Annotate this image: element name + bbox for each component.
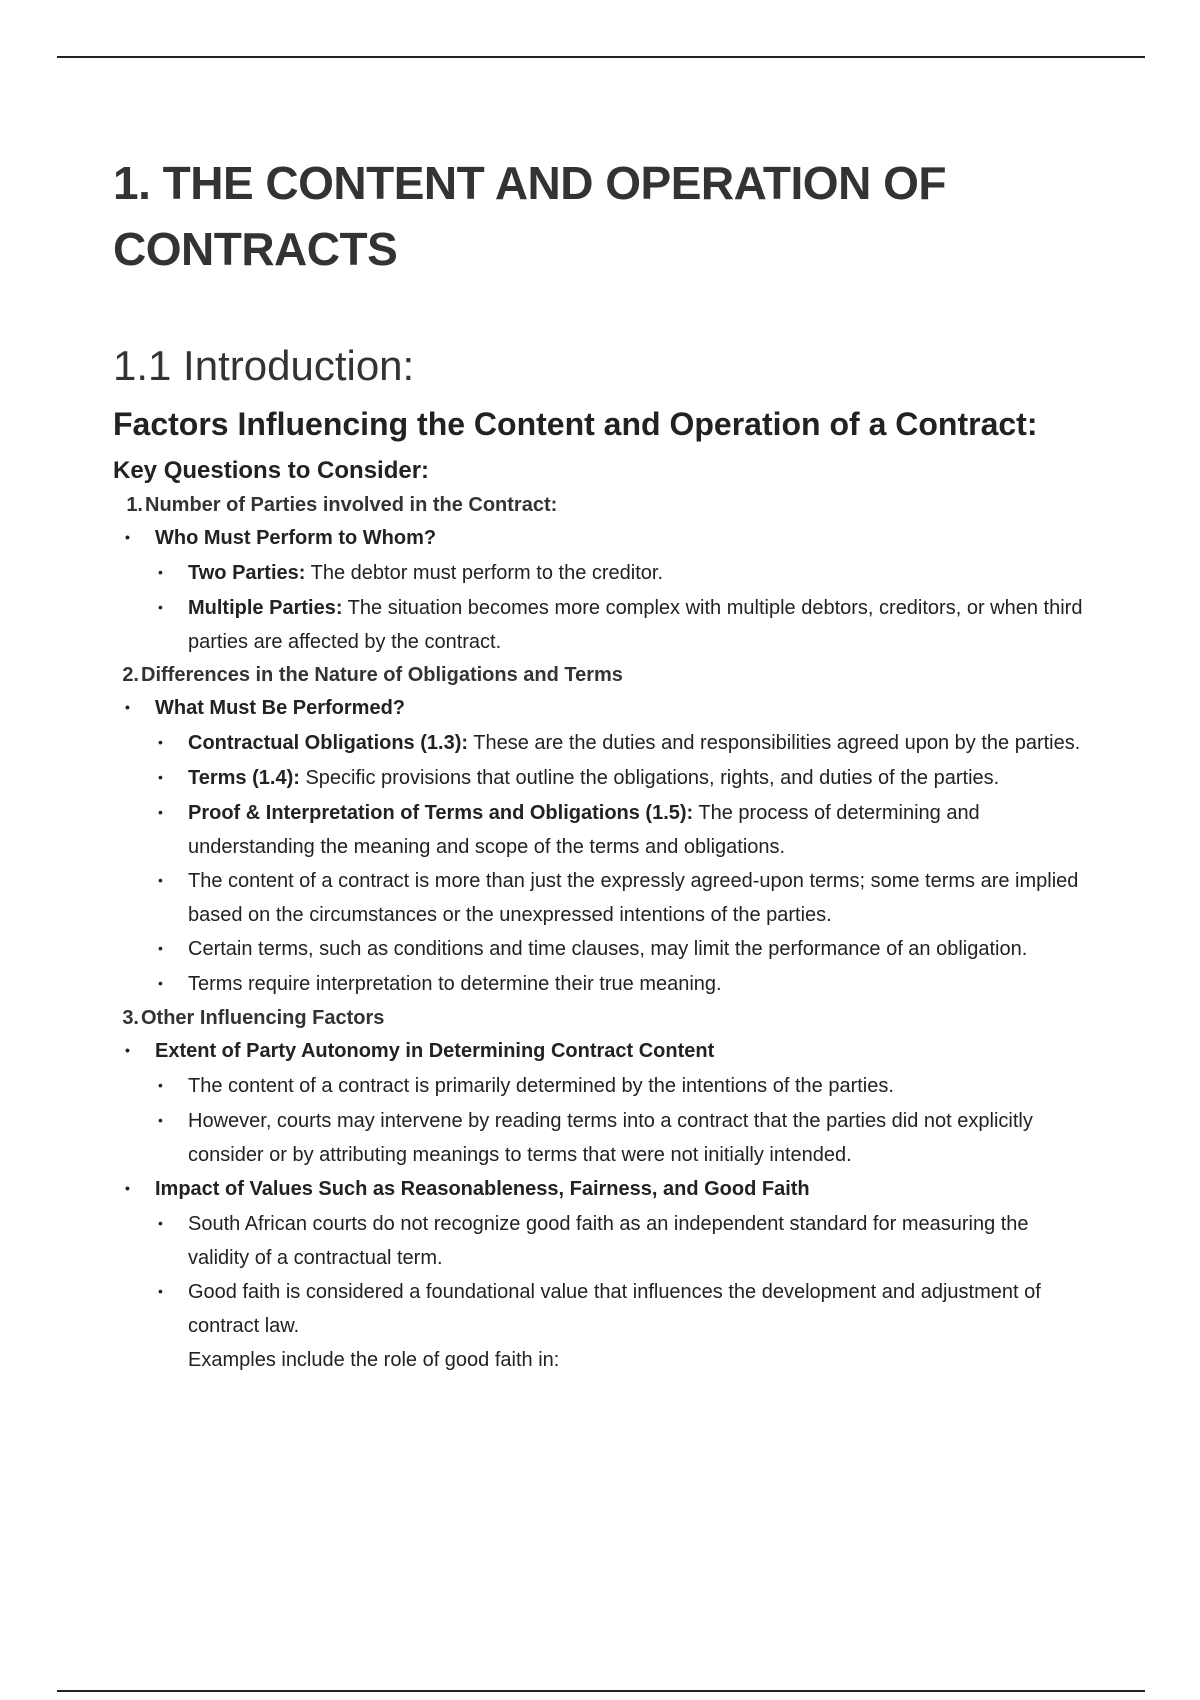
list-item: • Contractual Obligations (1.3): These are the duties and responsibilities agreed upon by the parties.	[113, 726, 1093, 761]
bullet-icon	[123, 1172, 155, 1207]
list-item: • Two Parties: The debtor must perform to the creditor.	[113, 556, 1093, 591]
numbered-item: 3. Other Influencing Factors	[113, 1002, 1093, 1034]
list-item: • The content of a contract is more than just the expressly agreed-upon terms; some terms are implied based on the circumstances or the unexpressed intentions of the parties.	[113, 864, 1093, 932]
bullet-icon	[156, 1104, 188, 1172]
bullet-icon	[156, 591, 188, 659]
bullet-icon	[156, 1207, 188, 1275]
numbered-item-label: Other Influencing Factors	[141, 1007, 385, 1029]
list-item: • Certain terms, such as conditions and time clauses, may limit the performance of an obligation.	[113, 932, 1093, 967]
sub-item: • Impact of Values Such as Reasonableness, Fairness, and Good Faith	[113, 1172, 1093, 1207]
section-heading: 1.1 Introduction:	[113, 342, 415, 389]
subheading: Factors Influencing the Content and Operation of a Contract:	[113, 406, 1038, 442]
bullet-icon	[156, 726, 188, 761]
list-item: • South African courts do not recognize good faith as an independent standard for measuring the validity of a contractual term.	[113, 1207, 1093, 1275]
list-item: • Terms require interpretation to determine their true meaning.	[113, 967, 1093, 1002]
list-item: • Multiple Parties: The situation becomes more complex with multiple debtors, creditors, or when third parties are affected by the contract.	[113, 591, 1093, 659]
list-item: • The content of a contract is primarily determined by the intentions of the parties.	[113, 1069, 1093, 1104]
list-item: • Terms (1.4): Specific provisions that outline the obligations, rights, and duties of the parties.	[113, 761, 1093, 796]
numbered-item-label: Differences in the Nature of Obligations and Terms	[141, 664, 623, 686]
list-item: • Proof & Interpretation of Terms and Obligations (1.5): The process of determining and understanding the meaning and scope of the terms and obligations.	[113, 796, 1093, 864]
trailing-text: Examples include the role of good faith in:	[188, 1349, 560, 1371]
sub-item: • Extent of Party Autonomy in Determining Contract Content	[113, 1034, 1093, 1069]
numbered-item: 1. Number of Parties involved in the Contract:	[117, 489, 1093, 521]
numbered-item: 2. Differences in the Nature of Obligations and Terms	[113, 659, 1093, 691]
bullet-icon	[156, 932, 188, 967]
sub-item: • Who Must Perform to Whom?	[113, 521, 1093, 556]
document-title: 1. THE CONTENT AND OPERATION OF CONTRACTS	[113, 157, 946, 275]
bullet-icon	[123, 691, 155, 726]
questions-heading: Key Questions to Consider:	[113, 457, 430, 484]
list-item: • However, courts may intervene by reading terms into a contract that the parties did not explicitly consider or by attributing meanings to terms that were not initially intended.	[113, 1104, 1093, 1172]
bullet-icon	[156, 967, 188, 1002]
numbered-item-label: Number of Parties involved in the Contract:	[145, 494, 558, 516]
bottom-rule	[57, 1690, 1145, 1692]
sub-item: • What Must Be Performed?	[113, 691, 1093, 726]
bullet-icon	[156, 556, 188, 591]
bullet-icon	[156, 864, 188, 932]
bullet-icon	[156, 1069, 188, 1104]
bullet-icon	[156, 796, 188, 864]
document-page	[113, 150, 1093, 1377]
bullet-icon	[123, 521, 155, 556]
list-item: • Good faith is considered a foundational value that influences the development and adjustment of contract law.	[113, 1275, 1093, 1343]
top-rule	[57, 56, 1145, 58]
bullet-icon	[156, 761, 188, 796]
bullet-icon	[123, 1034, 155, 1069]
bullet-icon	[156, 1275, 188, 1343]
